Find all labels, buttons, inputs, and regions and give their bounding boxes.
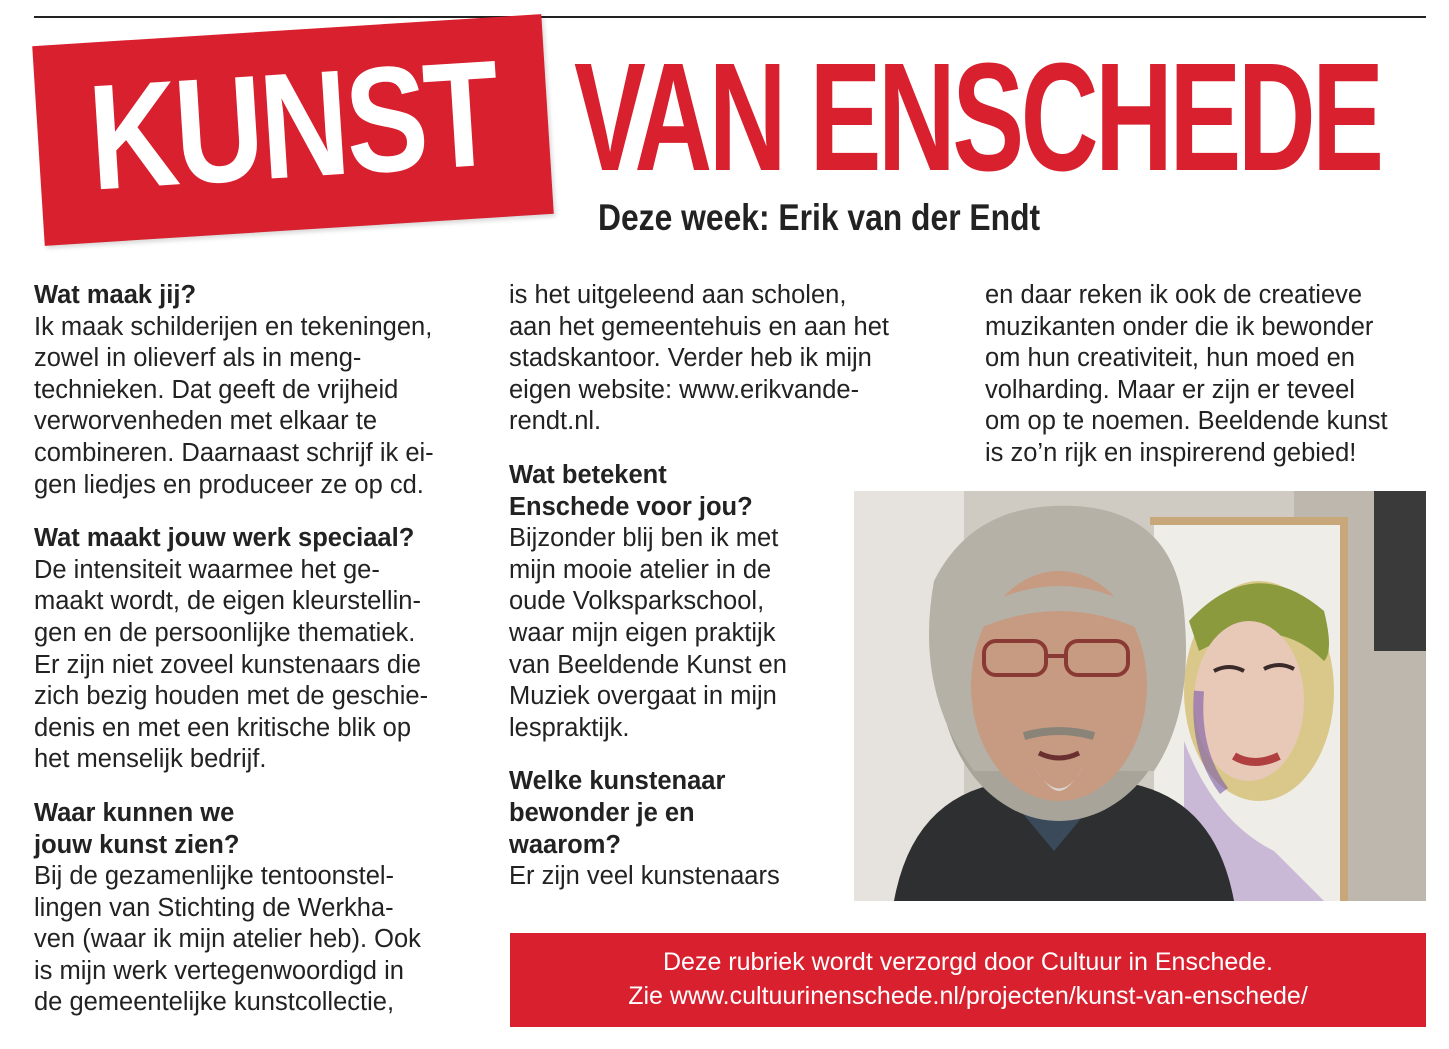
answer-line: volharding. Maar er zijn er teveel bbox=[985, 375, 1355, 404]
kunst-banner bbox=[32, 14, 554, 246]
headline-van-enschede: VAN ENSCHEDE bbox=[574, 31, 1381, 203]
footer-line-1: Deze rubriek wordt verzorgd door Cultuur in Enschede. bbox=[662, 948, 1274, 976]
footer-credit-box bbox=[510, 933, 1426, 1027]
answer-line: de gemeentelijke kunstcollectie, bbox=[34, 988, 395, 1017]
footer-line-2: Zie www.cultuurinenschede.nl/projecten/kunst-van-enschede/ bbox=[628, 982, 1308, 1010]
answer-line: Er zijn veel kunstenaars bbox=[509, 862, 780, 891]
question-5: Welke kunstenaar bbox=[509, 767, 726, 796]
answer-line: van Beeldende Kunst en bbox=[509, 650, 787, 679]
answer-line: Muziek overgaat in mijn bbox=[509, 682, 777, 711]
answer-line: lingen van Stichting de Werkha- bbox=[34, 893, 394, 922]
answer-line: is zo’n rijk en inspirerend gebied! bbox=[985, 438, 1357, 467]
kunst-word: KUNST bbox=[84, 28, 502, 222]
answer-line: maakt wordt, de eigen kleurstellin- bbox=[34, 587, 421, 616]
question-3: jouw kunst zien? bbox=[34, 830, 240, 859]
answer-line: verworvenheden met elkaar te bbox=[34, 407, 378, 436]
answer-line: ven (waar ik mijn atelier heb). Ook bbox=[34, 925, 421, 954]
answer-line: om hun creativiteit, hun moed en bbox=[985, 344, 1355, 373]
answer-line: mijn mooie atelier in de bbox=[509, 555, 772, 584]
artist-photo-illustration bbox=[854, 491, 1426, 901]
answer-line: het menselijk bedrijf. bbox=[34, 745, 267, 774]
answer-line: gen liedjes en produceer ze op cd. bbox=[34, 470, 424, 499]
question-2: Wat maakt jouw werk speciaal? bbox=[34, 524, 415, 553]
answer-line: lespraktijk. bbox=[509, 713, 630, 742]
answer-line: is het uitgeleend aan scholen, bbox=[509, 281, 847, 309]
answer-line: eigen website: www.erikvande- bbox=[509, 375, 860, 404]
answer-line: zowel in olieverf als in meng- bbox=[34, 344, 362, 373]
answer-line: denis en met een kritische blik op bbox=[34, 713, 412, 742]
answer-line: combineren. Daarnaast schrijf ik ei- bbox=[34, 438, 434, 467]
column-1 bbox=[34, 280, 484, 1019]
answer-line: zich bezig houden met de geschie- bbox=[34, 682, 429, 711]
question-1: Wat maak jij? bbox=[34, 281, 197, 309]
answer-line: technieken. Dat geeft de vrijheid bbox=[34, 375, 399, 404]
question-5: bewonder je en bbox=[509, 798, 695, 827]
answer-line: waar mijn eigen praktijk bbox=[509, 618, 776, 647]
question-5: waarom? bbox=[509, 830, 621, 859]
question-4: Enschede voor jou? bbox=[509, 492, 753, 521]
question-4: Wat betekent bbox=[509, 460, 667, 489]
top-rule bbox=[34, 16, 1426, 18]
answer-line: oude Volksparkschool, bbox=[509, 587, 765, 616]
answer-line: om op te noemen. Beeldende kunst bbox=[985, 407, 1388, 436]
answer-line: Ik maak schilderijen en tekeningen, bbox=[34, 312, 433, 341]
answer-line: gen en de persoonlijke thematiek. bbox=[34, 618, 416, 647]
question-3: Waar kunnen we bbox=[34, 798, 235, 827]
answer-line: muzikanten onder die ik bewonder bbox=[985, 312, 1374, 341]
subtitle: Deze week: Erik van der Endt bbox=[598, 197, 1041, 238]
answer-line: en daar reken ik ook de creatieve bbox=[985, 281, 1363, 309]
answer-line: Bij de gezamenlijke tentoonstel- bbox=[34, 862, 395, 891]
answer-line: Bijzonder blij ben ik met bbox=[509, 524, 779, 553]
answer-line: Er zijn niet zoveel kunstenaars die bbox=[34, 650, 421, 679]
answer-line: rendt.nl. bbox=[509, 407, 602, 436]
answer-line: stadskantoor. Verder heb ik mijn bbox=[509, 344, 872, 373]
artist-photo bbox=[854, 491, 1426, 901]
answer-line: aan het gemeentehuis en aan het bbox=[509, 312, 889, 341]
answer-line: De intensiteit waarmee het ge- bbox=[34, 555, 380, 584]
column-3 bbox=[985, 280, 1435, 470]
answer-line: is mijn werk vertegenwoordigd in bbox=[34, 956, 404, 985]
